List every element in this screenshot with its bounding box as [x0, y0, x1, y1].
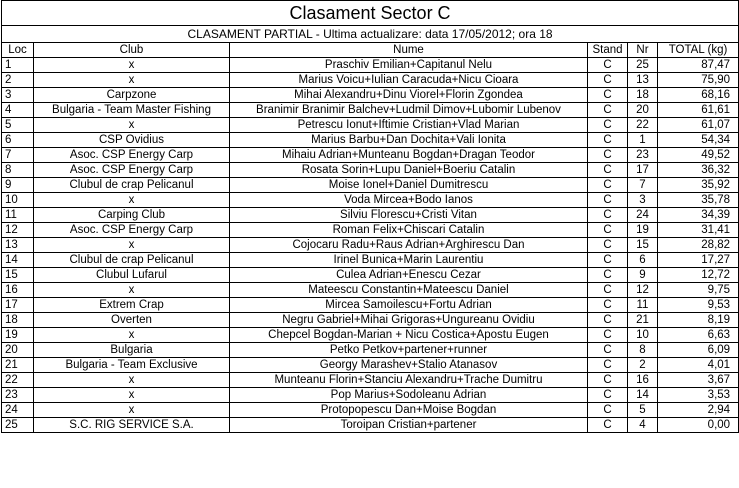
cell-club: Extrem Crap [34, 298, 230, 313]
cell-club: x [34, 403, 230, 418]
cell-stand: C [588, 328, 628, 343]
cell-total: 3,67 [658, 373, 739, 388]
cell-nume: Cojocaru Radu+Raus Adrian+Arghirescu Dan [230, 238, 588, 253]
cell-nr: 1 [628, 133, 658, 148]
cell-nr: 22 [628, 118, 658, 133]
cell-nr: 23 [628, 148, 658, 163]
cell-loc: 19 [2, 328, 34, 343]
cell-stand: C [588, 343, 628, 358]
cell-total: 6,63 [658, 328, 739, 343]
table-row [2, 268, 739, 283]
cell-total: 9,75 [658, 283, 739, 298]
cell-total: 54,34 [658, 133, 739, 148]
table-row [2, 118, 739, 133]
cell-nume: Mateescu Constantin+Mateescu Daniel [230, 283, 588, 298]
cell-club: Asoc. CSP Energy Carp [34, 148, 230, 163]
cell-nume: Toroipan Cristian+partener [230, 418, 588, 433]
cell-nr: 20 [628, 103, 658, 118]
ranking-table [1, 0, 739, 433]
cell-total: 35,78 [658, 193, 739, 208]
cell-total: 49,52 [658, 148, 739, 163]
cell-nume: Mircea Samoilescu+Fortu Adrian [230, 298, 588, 313]
cell-nr: 18 [628, 88, 658, 103]
cell-loc: 2 [2, 73, 34, 88]
cell-nume: Irinel Bunica+Marin Laurentiu [230, 253, 588, 268]
cell-stand: C [588, 118, 628, 133]
title-row [2, 1, 739, 26]
cell-nr: 5 [628, 403, 658, 418]
cell-nume: Moise Ionel+Daniel Dumitrescu [230, 178, 588, 193]
cell-loc: 4 [2, 103, 34, 118]
cell-nume: Marius Voicu+Iulian Caracuda+Nicu Cioara [230, 73, 588, 88]
cell-club: Clubul de crap Pelicanul [34, 253, 230, 268]
cell-club: Bulgaria [34, 343, 230, 358]
cell-stand: C [588, 223, 628, 238]
cell-club: Overten [34, 313, 230, 328]
header-loc: Loc [2, 43, 34, 58]
cell-stand: C [588, 403, 628, 418]
cell-total: 61,61 [658, 103, 739, 118]
cell-stand: C [588, 133, 628, 148]
cell-nr: 9 [628, 268, 658, 283]
cell-stand: C [588, 73, 628, 88]
cell-stand: C [588, 253, 628, 268]
cell-loc: 9 [2, 178, 34, 193]
cell-nume: Silviu Florescu+Cristi Vitan [230, 208, 588, 223]
cell-total: 87,47 [658, 58, 739, 73]
cell-total: 8,19 [658, 313, 739, 328]
header-total: TOTAL (kg) [658, 43, 739, 58]
cell-nr: 21 [628, 313, 658, 328]
cell-total: 31,41 [658, 223, 739, 238]
cell-nr: 25 [628, 58, 658, 73]
cell-stand: C [588, 148, 628, 163]
cell-loc: 12 [2, 223, 34, 238]
cell-loc: 3 [2, 88, 34, 103]
cell-stand: C [588, 268, 628, 283]
cell-loc: 24 [2, 403, 34, 418]
cell-total: 9,53 [658, 298, 739, 313]
cell-loc: 25 [2, 418, 34, 433]
cell-stand: C [588, 418, 628, 433]
cell-club: Bulgaria - Team Exclusive [34, 358, 230, 373]
cell-stand: C [588, 313, 628, 328]
cell-nr: 15 [628, 238, 658, 253]
cell-total: 4,01 [658, 358, 739, 373]
cell-nume: Negru Gabriel+Mihai Grigoras+Ungureanu Ovidiu [230, 313, 588, 328]
cell-stand: C [588, 193, 628, 208]
cell-total: 68,16 [658, 88, 739, 103]
cell-nume: Culea Adrian+Enescu Cezar [230, 268, 588, 283]
cell-stand: C [588, 178, 628, 193]
cell-nume: Protopopescu Dan+Moise Bogdan [230, 403, 588, 418]
table-row [2, 103, 739, 118]
cell-nr: 19 [628, 223, 658, 238]
table-row [2, 253, 739, 268]
table-row [2, 73, 739, 88]
cell-loc: 18 [2, 313, 34, 328]
subtitle-row [2, 26, 739, 43]
cell-stand: C [588, 373, 628, 388]
cell-nume: Petrescu Ionut+Iftimie Cristian+Vlad Marian [230, 118, 588, 133]
cell-nume: Mihai Alexandru+Dinu Viorel+Florin Zgondea [230, 88, 588, 103]
cell-nume: Branimir Branimir Balchev+Ludmil Dimov+Lubomir Lubenov [230, 103, 588, 118]
cell-stand: C [588, 283, 628, 298]
cell-nr: 12 [628, 283, 658, 298]
cell-club: x [34, 373, 230, 388]
cell-nume: Pop Marius+Sodoleanu Adrian [230, 388, 588, 403]
cell-club: Clubul de crap Pelicanul [34, 178, 230, 193]
cell-loc: 13 [2, 238, 34, 253]
cell-nr: 7 [628, 178, 658, 193]
cell-stand: C [588, 103, 628, 118]
cell-nr: 14 [628, 388, 658, 403]
table-row [2, 208, 739, 223]
cell-club: Carpzone [34, 88, 230, 103]
cell-nume: Rosata Sorin+Lupu Daniel+Boeriu Catalin [230, 163, 588, 178]
cell-loc: 21 [2, 358, 34, 373]
cell-nr: 16 [628, 373, 658, 388]
cell-club: x [34, 238, 230, 253]
cell-total: 2,94 [658, 403, 739, 418]
table-row [2, 403, 739, 418]
cell-nr: 8 [628, 343, 658, 358]
table-row [2, 298, 739, 313]
cell-club: Asoc. CSP Energy Carp [34, 163, 230, 178]
cell-club: x [34, 193, 230, 208]
cell-nume: Marius Barbu+Dan Dochita+Vali Ionita [230, 133, 588, 148]
cell-loc: 16 [2, 283, 34, 298]
header-nume: Nume [230, 43, 588, 58]
table-row [2, 343, 739, 358]
cell-total: 34,39 [658, 208, 739, 223]
cell-nr: 4 [628, 418, 658, 433]
cell-nume: Chepcel Bogdan-Marian + Nicu Costica+Apostu Eugen [230, 328, 588, 343]
cell-loc: 20 [2, 343, 34, 358]
cell-loc: 17 [2, 298, 34, 313]
cell-loc: 11 [2, 208, 34, 223]
cell-club: x [34, 283, 230, 298]
cell-club: x [34, 118, 230, 133]
cell-total: 35,92 [658, 178, 739, 193]
cell-nume: Munteanu Florin+Stanciu Alexandru+Trache Dumitru [230, 373, 588, 388]
cell-nume: Voda Mircea+Bodo Ianos [230, 193, 588, 208]
cell-nr: 11 [628, 298, 658, 313]
page-title: Clasament Sector C [2, 1, 739, 26]
cell-club: CSP Ovidius [34, 133, 230, 148]
cell-club: Clubul Lufarul [34, 268, 230, 283]
cell-total: 0,00 [658, 418, 739, 433]
cell-club: x [34, 388, 230, 403]
cell-nr: 17 [628, 163, 658, 178]
table-row [2, 283, 739, 298]
cell-club: x [34, 73, 230, 88]
cell-club: Carping Club [34, 208, 230, 223]
cell-club: S.C. RIG SERVICE S.A. [34, 418, 230, 433]
cell-club: x [34, 58, 230, 73]
cell-nume: Mihaiu Adrian+Munteanu Bogdan+Dragan Teodor [230, 148, 588, 163]
cell-club: x [34, 328, 230, 343]
cell-loc: 1 [2, 58, 34, 73]
cell-stand: C [588, 298, 628, 313]
page-subtitle: CLASAMENT PARTIAL - Ultima actualizare: data 17/05/2012; ora 18 [2, 26, 739, 43]
cell-total: 12,72 [658, 268, 739, 283]
cell-nr: 2 [628, 358, 658, 373]
cell-loc: 8 [2, 163, 34, 178]
header-nr: Nr [628, 43, 658, 58]
cell-total: 61,07 [658, 118, 739, 133]
cell-nume: Georgy Marashev+Stalio Atanasov [230, 358, 588, 373]
cell-club: Bulgaria - Team Master Fishing [34, 103, 230, 118]
cell-club: Asoc. CSP Energy Carp [34, 223, 230, 238]
cell-nume: Praschiv Emilian+Capitanul Nelu [230, 58, 588, 73]
cell-nr: 24 [628, 208, 658, 223]
table-row [2, 148, 739, 163]
cell-loc: 14 [2, 253, 34, 268]
cell-stand: C [588, 238, 628, 253]
cell-total: 36,32 [658, 163, 739, 178]
cell-stand: C [588, 88, 628, 103]
cell-stand: C [588, 358, 628, 373]
cell-stand: C [588, 208, 628, 223]
header-stand: Stand [588, 43, 628, 58]
cell-nume: Roman Felix+Chiscari Catalin [230, 223, 588, 238]
table-row [2, 238, 739, 253]
cell-stand: C [588, 163, 628, 178]
cell-loc: 7 [2, 148, 34, 163]
table-row [2, 313, 739, 328]
cell-nr: 13 [628, 73, 658, 88]
cell-loc: 23 [2, 388, 34, 403]
cell-nume: Petko Petkov+partener+runner [230, 343, 588, 358]
table-row [2, 88, 739, 103]
table-row [2, 163, 739, 178]
table-row [2, 58, 739, 73]
cell-total: 17,27 [658, 253, 739, 268]
table-row [2, 178, 739, 193]
table-row [2, 358, 739, 373]
cell-loc: 6 [2, 133, 34, 148]
header-club: Club [34, 43, 230, 58]
table-row [2, 223, 739, 238]
cell-nr: 3 [628, 193, 658, 208]
table-row [2, 373, 739, 388]
cell-stand: C [588, 388, 628, 403]
cell-total: 6,09 [658, 343, 739, 358]
table-row [2, 328, 739, 343]
cell-total: 28,82 [658, 238, 739, 253]
cell-loc: 10 [2, 193, 34, 208]
cell-stand: C [588, 58, 628, 73]
cell-loc: 22 [2, 373, 34, 388]
cell-total: 75,90 [658, 73, 739, 88]
cell-nr: 10 [628, 328, 658, 343]
cell-loc: 5 [2, 118, 34, 133]
table-row [2, 418, 739, 433]
table-row [2, 193, 739, 208]
header-row [2, 43, 739, 58]
cell-loc: 15 [2, 268, 34, 283]
cell-total: 3,53 [658, 388, 739, 403]
cell-nr: 6 [628, 253, 658, 268]
table-row [2, 133, 739, 148]
table-row [2, 388, 739, 403]
